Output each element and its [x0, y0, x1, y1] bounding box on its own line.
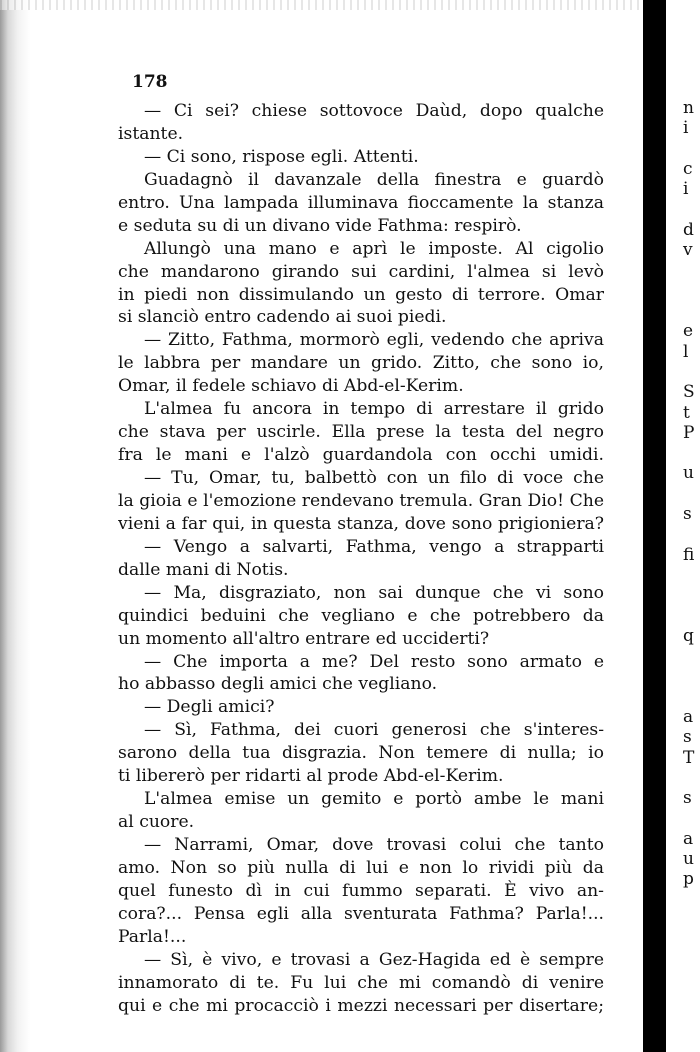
scan-page-edge	[0, 0, 30, 1052]
text-line: che stava per uscirle. Ella prese la testa del negro	[118, 422, 604, 443]
scan-noise	[0, 0, 640, 10]
text-line: Allungò una mano e aprì le imposte. Al cigolio	[144, 238, 604, 259]
facing-page-fragment: u	[683, 849, 694, 870]
text-line: le labbra per mandare un grido. Zitto, che sono io,	[118, 353, 604, 374]
text-line: vieni a far qui, in questa stanza, dove sono prigioniera?	[118, 513, 604, 534]
text-line: — Tu, Omar, tu, balbettò con un filo di voce che	[144, 468, 604, 488]
text-line: — Ci sono, rispose egli. Attenti.	[144, 146, 419, 167]
facing-page-fragment: u	[683, 463, 694, 484]
text-line: entro. Una lampada illuminava fioccamente la stanza	[118, 192, 604, 213]
text-line: istante.	[118, 123, 184, 144]
text-line: L'almea fu ancora in tempo di arrestare il grido	[144, 399, 604, 420]
text-line: quindici beduini che vegliano e che potrebbero da	[118, 605, 604, 626]
facing-page-fragment: a	[683, 828, 694, 849]
text-line: — Degli amici?	[144, 697, 275, 718]
text-line: amo. Non so più nulla di lui e non lo rividi più da	[118, 857, 604, 878]
text-line: — Narrami, Omar, dove trovasi colui che tanto	[144, 835, 604, 855]
facing-page-fragment: s	[683, 504, 692, 524]
facing-page-fragment: i	[683, 179, 689, 200]
facing-page-fragment: v	[683, 240, 693, 261]
text-line: la gioia e l'emozione rendevano tremula. Gran Dio! Che	[118, 490, 604, 511]
text-line: in piedi non dissimulando un gesto di terrore. Omar	[118, 284, 604, 305]
facing-page-fragment: P	[683, 422, 695, 443]
text-line: si slanciò entro cadendo ai suoi piedi.	[118, 307, 447, 328]
text-line: al cuore.	[118, 812, 195, 833]
text-line: cora?... Pensa egli alla sventurata Fathma? Parla!...	[118, 903, 604, 924]
facing-page-fragment: l	[683, 341, 689, 362]
facing-page-fragment: n	[683, 98, 694, 118]
text-line: innamorato di te. Fu lui che mi comandò di venire	[118, 972, 604, 993]
text-line: Guadagnò il davanzale della finestra e guardò	[144, 169, 604, 190]
facing-page-fragment: t	[683, 402, 690, 423]
text-line: quel funesto dì in cui fummo separati. È vivo an-	[118, 880, 604, 901]
text-line: ho abbasso degli amici che vegliano.	[118, 674, 438, 695]
text-line: — Ma, disgraziato, non sai dunque che vi sono	[144, 582, 604, 603]
text-line: fra le mani e l'alzò guardandola con occhi umidi.	[118, 445, 604, 466]
text-line: — Sì, è vivo, e trovasi a Gez-Hagida ed è sempre	[144, 949, 604, 970]
facing-page-fragment: c	[683, 158, 693, 179]
text-line: — Ci sei? chiese sottovoce Daùd, dopo qualche	[144, 101, 604, 121]
text-line: L'almea emise un gemito e portò ambe le mani	[144, 789, 604, 810]
text-line: sarono della tua disgrazia. Non temere di nulla; io	[118, 743, 604, 764]
text-line: e seduta su di un divano vide Fathma: respirò.	[118, 215, 522, 236]
text-line: dalle mani di Notis.	[118, 559, 289, 580]
facing-page-fragment: q	[683, 625, 694, 646]
text-line: — Sì, Fathma, dei cuori generosi che s'interes-	[144, 720, 604, 741]
text-line: — Vengo a salvarti, Fathma, vengo a strapparti	[144, 536, 604, 557]
facing-page-fragment: d	[683, 219, 694, 240]
text-line: qui e che mi procacciò i mezzi necessari per disertare;	[118, 995, 604, 1016]
facing-page-fragment: e	[683, 321, 694, 342]
text-line: Parla!...	[118, 926, 187, 947]
text-line: Omar, il fedele schiavo di Abd-el-Kerim.	[118, 376, 464, 397]
facing-page-fragment: S	[683, 382, 695, 403]
text-line: un momento all'altro entrare ed ucciderti?	[118, 628, 490, 649]
facing-page-fragment: p	[683, 869, 694, 890]
facing-page-fragment: s	[683, 788, 692, 809]
facing-page-fragment: T	[683, 747, 695, 768]
text-line: — Che importa a me? Del resto sono armato e	[144, 651, 604, 672]
facing-page-fragment: s	[683, 727, 692, 748]
facing-page-fragment: i	[683, 118, 689, 139]
body-text	[118, 100, 604, 1018]
text-line: — Zitto, Fathma, mormorò egli, vedendo che apriva	[144, 330, 604, 351]
text-line: che mandarono girando sui cardini, l'almea si levò	[118, 261, 604, 282]
facing-page-fragment: fi	[683, 544, 695, 565]
facing-page-fragment: a	[683, 707, 694, 727]
page-number: 178	[132, 72, 168, 92]
book-gutter	[643, 0, 666, 1052]
text-line: ti libererò per ridarti al prode Abd-el-Kerim.	[118, 766, 504, 787]
